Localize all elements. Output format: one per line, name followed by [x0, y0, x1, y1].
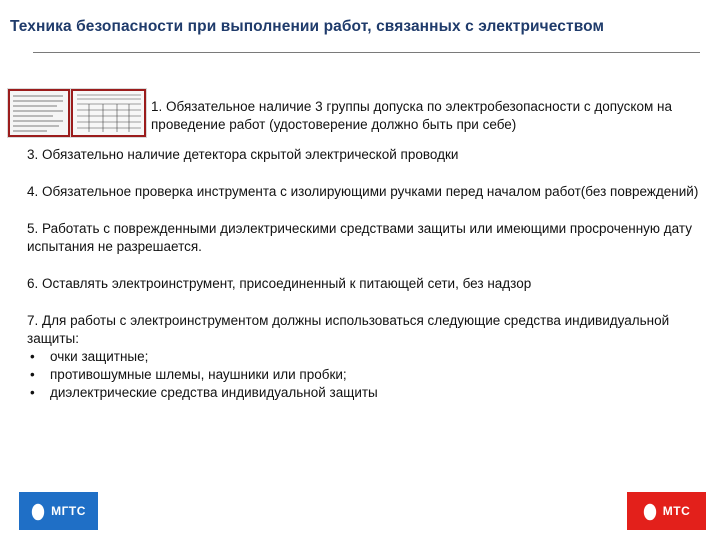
- rule-4: 4. Обязательное проверка инструмента с изолирующими ручками перед началом работ(без повреждений): [27, 184, 699, 199]
- list-item: [27, 348, 699, 366]
- mgts-logo: [19, 492, 98, 530]
- list-item-text: противошумные шлемы, наушники или пробки;: [50, 367, 347, 382]
- egg-icon: [643, 502, 657, 521]
- bullet-marker: •: [30, 367, 35, 382]
- safety-rules: [27, 98, 699, 402]
- mgts-logo-text: МГТС: [51, 504, 86, 518]
- egg-icon: [31, 502, 45, 521]
- bullet-marker: •: [30, 385, 35, 400]
- list-item: [27, 366, 699, 384]
- rule-5: 5. Работать с поврежденными диэлектрическими средствами защиты или имеющими просроченную дату испытания не разрешается.: [27, 221, 692, 254]
- bullet-marker: •: [30, 349, 35, 364]
- list-item: [27, 384, 699, 402]
- rule-3: 3. Обязательно наличие детектора скрытой электрической проводки: [27, 147, 459, 162]
- mts-logo: [627, 492, 706, 530]
- rule-7: 7. Для работы с электроинструментом должны использоваться следующие средства индивидуальной защиты:: [27, 313, 670, 346]
- rule-1: 1. Обязательное наличие 3 группы допуска по электробезопасности с допуском на проведение работ (удостоверение должно быть при себе): [151, 99, 672, 132]
- title-divider: [33, 52, 700, 53]
- list-item-text: очки защитные;: [50, 349, 149, 364]
- mts-logo-text: МТС: [662, 504, 691, 518]
- rule-6: 6. Оставлять электроинструмент, присоединенный к питающей сети, без надзор: [27, 276, 532, 291]
- page-title: Техника безопасности при выполнении работ, связанных с электричеством: [10, 18, 605, 35]
- ppe-list: [27, 348, 699, 402]
- list-item-text: диэлектрические средства индивидуальной защиты: [50, 385, 378, 400]
